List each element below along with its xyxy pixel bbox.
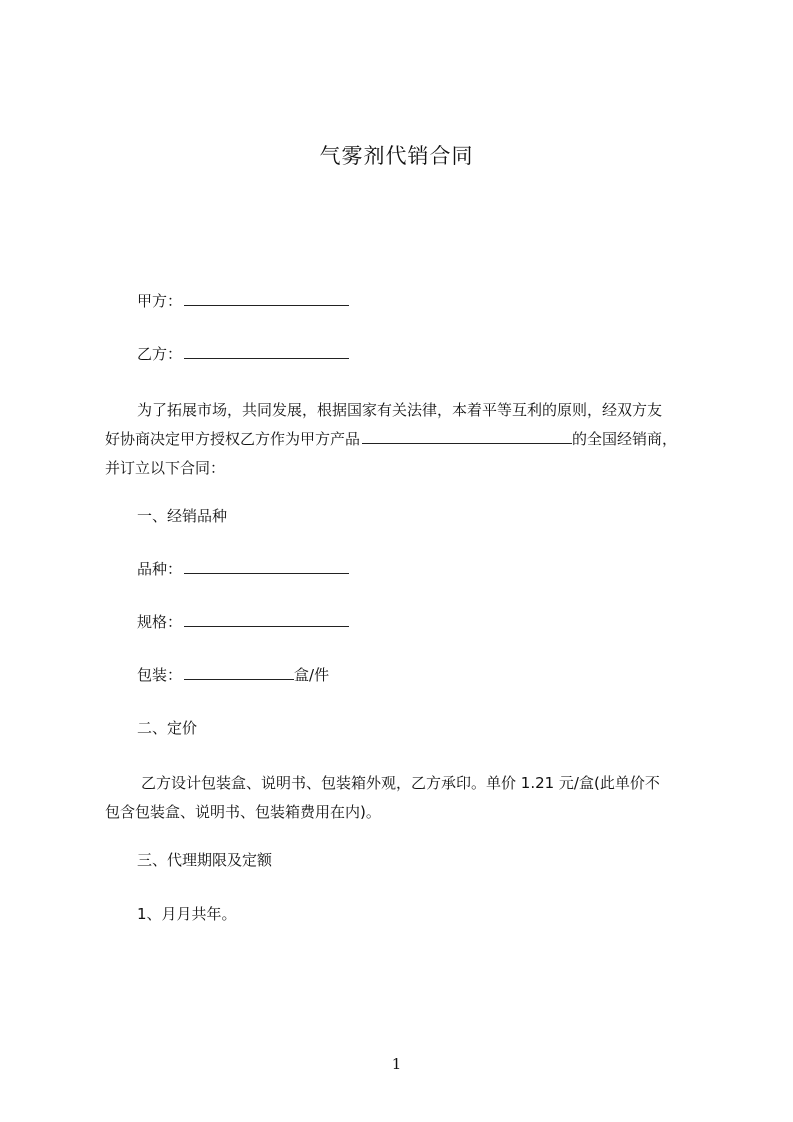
- party-b-row: [137, 343, 349, 365]
- packaging-row: [137, 664, 329, 686]
- intro-line-2-before: 好协商决定甲方授权乙方作为甲方产品: [105, 430, 361, 448]
- party-b-blank: [184, 343, 349, 359]
- product-blank: [362, 428, 572, 444]
- section-3-item-1: 1、月月共年。: [137, 905, 237, 923]
- pricing-line-1: 乙方设计包装盒、说明书、包装箱外观，乙方承印。单价 1.21 元/盒(此单价不: [141, 774, 660, 792]
- intro-line-1: 为了拓展市场，共同发展，根据国家有关法律，本着平等互利的原则，经双方友: [137, 401, 663, 419]
- spec-blank: [184, 611, 349, 627]
- intro-paragraph: [105, 396, 705, 483]
- intro-line-2: [105, 425, 705, 454]
- intro-line-2-after: 的全国经销商，: [572, 430, 678, 448]
- party-a-row: [137, 290, 349, 312]
- page-number: 1: [391, 1055, 402, 1073]
- party-a-blank: [184, 290, 349, 306]
- variety-label: 品种：: [137, 560, 183, 578]
- document-title: 气雾剂代销合同: [319, 144, 474, 168]
- spec-row: [137, 611, 349, 633]
- variety-blank: [184, 558, 349, 574]
- packaging-blank: [184, 664, 294, 680]
- section-1-heading: 一、经销品种: [137, 507, 228, 525]
- section-3-heading: 三、代理期限及定额: [137, 851, 273, 869]
- packaging-label: 包装：: [137, 666, 183, 684]
- spec-label: 规格：: [137, 613, 183, 631]
- section-2-heading: 二、定价: [137, 719, 198, 737]
- pricing-paragraph: [105, 769, 705, 827]
- pricing-line-2: 包含包装盒、说明书、包装箱费用在内)。: [105, 803, 381, 821]
- party-a-label: 甲方：: [137, 292, 183, 310]
- party-b-label: 乙方：: [137, 345, 183, 363]
- variety-row: [137, 558, 349, 580]
- intro-line-3: 并订立以下合同：: [105, 459, 226, 477]
- packaging-unit: 盒/件: [294, 666, 330, 684]
